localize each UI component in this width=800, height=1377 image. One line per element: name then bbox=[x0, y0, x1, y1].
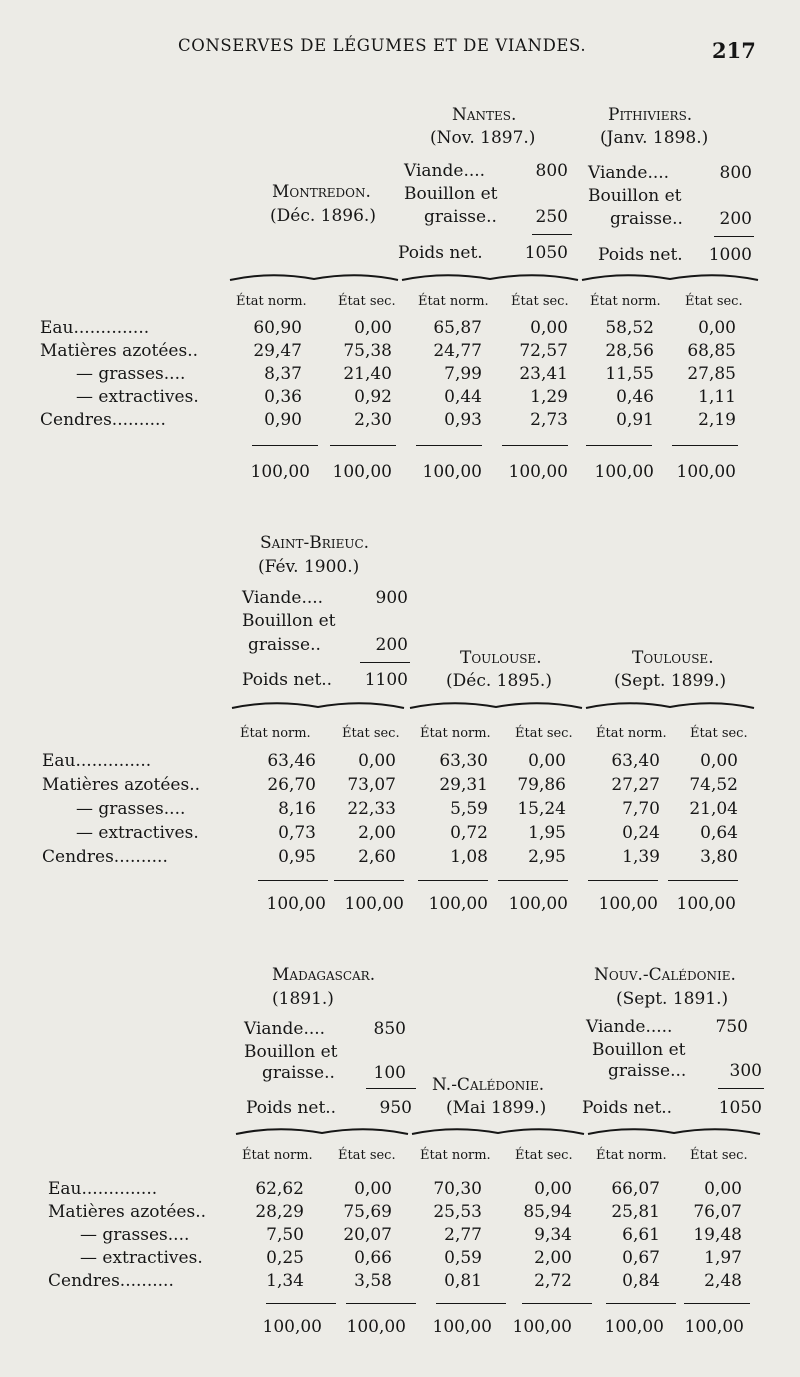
cell: 21,04 bbox=[689, 799, 738, 819]
cell: 66,07 bbox=[611, 1179, 660, 1199]
composition-label: Bouillon et bbox=[242, 611, 336, 631]
cell: 63,30 bbox=[439, 751, 488, 771]
composition-label: Bouillon et bbox=[404, 184, 498, 204]
total-rule bbox=[684, 1303, 750, 1304]
cell: 2,73 bbox=[530, 410, 568, 430]
cell: 65,87 bbox=[433, 318, 482, 338]
composition-value: 100 bbox=[373, 1063, 406, 1083]
composition-label: Bouillon et bbox=[244, 1042, 338, 1062]
composition-label: graisse.. bbox=[610, 209, 683, 229]
total-cell: 100,00 bbox=[604, 1317, 664, 1337]
col-header-norm: État norm. bbox=[236, 294, 307, 309]
col-header-norm: État norm. bbox=[420, 1148, 491, 1163]
sample-place: Montredon. bbox=[272, 182, 371, 202]
col-header-norm: État norm. bbox=[590, 294, 661, 309]
sample-date: (Nov. 1897.) bbox=[430, 128, 536, 148]
cell: 3,80 bbox=[700, 847, 738, 867]
composition-value: 750 bbox=[715, 1017, 748, 1037]
net-weight-value: 950 bbox=[379, 1098, 412, 1118]
cell: 0,00 bbox=[534, 1179, 572, 1199]
row-label-azotees: Matières azotées.. bbox=[42, 775, 200, 795]
sample-date: (Janv. 1898.) bbox=[600, 128, 709, 148]
sample-date: (Sept. 1899.) bbox=[614, 671, 727, 691]
cell: 2,77 bbox=[444, 1225, 482, 1245]
sample-date: (Sept. 1891.) bbox=[616, 989, 729, 1009]
col-header-sec: État sec. bbox=[338, 294, 396, 309]
sample-place: N.-Calédonie. bbox=[432, 1075, 545, 1095]
sample-place: Saint-Brieuc. bbox=[260, 533, 370, 553]
composition-label: Bouillon et bbox=[588, 186, 682, 206]
total-cell: 100,00 bbox=[250, 462, 310, 482]
total-cell: 100,00 bbox=[344, 894, 404, 914]
cell: 63,46 bbox=[267, 751, 316, 771]
cell: 28,29 bbox=[255, 1202, 304, 1222]
total-cell: 100,00 bbox=[508, 462, 568, 482]
net-weight-value: 1050 bbox=[718, 1098, 762, 1118]
cell: 5,59 bbox=[450, 799, 488, 819]
composition-label: Viande.... bbox=[244, 1019, 326, 1039]
col-header-norm: État norm. bbox=[596, 726, 667, 741]
composition-label: Viande.... bbox=[404, 161, 486, 181]
cell: 7,99 bbox=[444, 364, 482, 384]
cell: 85,94 bbox=[523, 1202, 572, 1222]
col-header-sec: État sec. bbox=[338, 1148, 396, 1163]
total-rule bbox=[346, 1303, 416, 1304]
row-label-eau: Eau.............. bbox=[48, 1179, 158, 1199]
net-weight-label: Poids net. bbox=[398, 243, 483, 263]
cell: 15,24 bbox=[517, 799, 566, 819]
total-cell: 100,00 bbox=[428, 894, 488, 914]
cell: 2,00 bbox=[534, 1248, 572, 1268]
cell: 1,11 bbox=[698, 387, 736, 407]
cell: 75,38 bbox=[343, 341, 392, 361]
cell: 0,81 bbox=[444, 1271, 482, 1291]
composition-value: 900 bbox=[375, 588, 408, 608]
cell: 7,70 bbox=[622, 799, 660, 819]
cell: 11,55 bbox=[605, 364, 654, 384]
cell: 0,00 bbox=[354, 318, 392, 338]
total-rule bbox=[606, 1303, 676, 1304]
sample-place: Nouv.-Calédonie. bbox=[594, 965, 736, 985]
col-header-norm: État norm. bbox=[596, 1148, 667, 1163]
cell: 2,72 bbox=[534, 1271, 572, 1291]
cell: 62,62 bbox=[255, 1179, 304, 1199]
total-cell: 100,00 bbox=[676, 462, 736, 482]
column-brace bbox=[586, 1122, 762, 1138]
cell: 21,40 bbox=[343, 364, 392, 384]
cell: 0,25 bbox=[266, 1248, 304, 1268]
cell: 0,00 bbox=[358, 751, 396, 771]
total-cell: 100,00 bbox=[422, 462, 482, 482]
cell: 1,39 bbox=[622, 847, 660, 867]
composition-value: 800 bbox=[719, 163, 752, 183]
total-cell: 100,00 bbox=[332, 462, 392, 482]
sample-place: Toulouse. bbox=[632, 648, 714, 668]
col-header-sec: État sec. bbox=[342, 726, 400, 741]
composition-value: 850 bbox=[373, 1019, 406, 1039]
cell: 24,77 bbox=[433, 341, 482, 361]
column-brace bbox=[410, 1122, 586, 1138]
row-label-grasses: — grasses.... bbox=[76, 364, 186, 384]
net-weight-label: Poids net. bbox=[598, 245, 683, 265]
sample-date: (Fév. 1900.) bbox=[258, 557, 360, 577]
row-label-extractives: — extractives. bbox=[80, 1248, 203, 1268]
cell: 0,64 bbox=[700, 823, 738, 843]
col-header-norm: État norm. bbox=[418, 294, 489, 309]
net-weight-label: Poids net.. bbox=[246, 1098, 337, 1118]
col-header-sec: État sec. bbox=[690, 1148, 748, 1163]
cell: 75,69 bbox=[343, 1202, 392, 1222]
total-cell: 100,00 bbox=[262, 1317, 322, 1337]
col-header-sec: État sec. bbox=[511, 294, 569, 309]
total-rule bbox=[266, 1303, 336, 1304]
cell: 1,08 bbox=[450, 847, 488, 867]
cell: 70,30 bbox=[433, 1179, 482, 1199]
cell: 79,86 bbox=[517, 775, 566, 795]
composition-value: 200 bbox=[375, 635, 408, 655]
cell: 0,46 bbox=[616, 387, 654, 407]
cell: 8,16 bbox=[278, 799, 316, 819]
cell: 3,58 bbox=[354, 1271, 392, 1291]
sum-rule bbox=[718, 1088, 764, 1089]
cell: 0,00 bbox=[698, 318, 736, 338]
composition-label: Bouillon et bbox=[592, 1040, 686, 1060]
cell: 76,07 bbox=[693, 1202, 742, 1222]
cell: 0,00 bbox=[700, 751, 738, 771]
cell: 7,50 bbox=[266, 1225, 304, 1245]
sample-place: Toulouse. bbox=[460, 648, 542, 668]
net-weight-value: 1000 bbox=[708, 245, 752, 265]
cell: 63,40 bbox=[611, 751, 660, 771]
total-rule bbox=[436, 1303, 506, 1304]
row-label-azotees: Matières azotées.. bbox=[40, 341, 198, 361]
sum-rule bbox=[366, 1088, 416, 1089]
sample-place: Madagascar. bbox=[272, 965, 376, 985]
cell: 0,66 bbox=[354, 1248, 392, 1268]
cell: 23,41 bbox=[519, 364, 568, 384]
row-label-eau: Eau.............. bbox=[42, 751, 152, 771]
cell: 68,85 bbox=[687, 341, 736, 361]
sample-place: Nantes. bbox=[452, 105, 517, 125]
cell: 0,59 bbox=[444, 1248, 482, 1268]
cell: 0,92 bbox=[354, 387, 392, 407]
total-cell: 100,00 bbox=[266, 894, 326, 914]
cell: 60,90 bbox=[253, 318, 302, 338]
col-header-sec: État sec. bbox=[515, 726, 573, 741]
cell: 0,67 bbox=[622, 1248, 660, 1268]
row-label-eau: Eau.............. bbox=[40, 318, 150, 338]
cell: 73,07 bbox=[347, 775, 396, 795]
cell: 2,95 bbox=[528, 847, 566, 867]
cell: 1,95 bbox=[528, 823, 566, 843]
col-header-norm: État norm. bbox=[420, 726, 491, 741]
cell: 0,95 bbox=[278, 847, 316, 867]
cell: 0,44 bbox=[444, 387, 482, 407]
composition-value: 250 bbox=[535, 207, 568, 227]
total-cell: 100,00 bbox=[676, 894, 736, 914]
cell: 74,52 bbox=[689, 775, 738, 795]
net-weight-value: 1050 bbox=[524, 243, 568, 263]
row-label-cendres: Cendres.......... bbox=[40, 410, 166, 430]
total-cell: 100,00 bbox=[432, 1317, 492, 1337]
row-label-cendres: Cendres.......... bbox=[42, 847, 168, 867]
cell: 0,00 bbox=[354, 1179, 392, 1199]
row-label-cendres: Cendres.......... bbox=[48, 1271, 174, 1291]
sample-date: (Mai 1899.) bbox=[446, 1098, 547, 1118]
running-header: CONSERVES DE LÉGUMES ET DE VIANDES. bbox=[178, 36, 587, 55]
cell: 9,34 bbox=[534, 1225, 572, 1245]
cell: 29,47 bbox=[253, 341, 302, 361]
cell: 0,00 bbox=[528, 751, 566, 771]
sample-date: (Déc. 1896.) bbox=[270, 206, 376, 226]
net-weight-label: Poids net.. bbox=[582, 1098, 673, 1118]
cell: 25,81 bbox=[611, 1202, 660, 1222]
cell: 19,48 bbox=[693, 1225, 742, 1245]
cell: 0,73 bbox=[278, 823, 316, 843]
composition-value: 300 bbox=[729, 1061, 762, 1081]
cell: 27,85 bbox=[687, 364, 736, 384]
cell: 2,48 bbox=[704, 1271, 742, 1291]
composition-label: Viande.... bbox=[242, 588, 324, 608]
composition-value: 800 bbox=[535, 161, 568, 181]
composition-label: Viande..... bbox=[586, 1017, 673, 1037]
total-rule bbox=[522, 1303, 592, 1304]
composition-label: graisse... bbox=[608, 1061, 687, 1081]
cell: 8,37 bbox=[264, 364, 302, 384]
composition-label: graisse.. bbox=[424, 207, 497, 227]
cell: 0,72 bbox=[450, 823, 488, 843]
col-header-sec: État sec. bbox=[685, 294, 743, 309]
net-weight-label: Poids net.. bbox=[242, 670, 333, 690]
page-number: 217 bbox=[712, 38, 756, 63]
sample-place: Pithiviers. bbox=[608, 105, 693, 125]
cell: 27,27 bbox=[611, 775, 660, 795]
cell: 28,56 bbox=[605, 341, 654, 361]
total-cell: 100,00 bbox=[512, 1317, 572, 1337]
cell: 2,00 bbox=[358, 823, 396, 843]
cell: 1,29 bbox=[530, 387, 568, 407]
cell: 0,00 bbox=[704, 1179, 742, 1199]
cell: 1,97 bbox=[704, 1248, 742, 1268]
col-header-sec: État sec. bbox=[690, 726, 748, 741]
total-cell: 100,00 bbox=[598, 894, 658, 914]
cell: 25,53 bbox=[433, 1202, 482, 1222]
cell: 26,70 bbox=[267, 775, 316, 795]
sample-date: (1891.) bbox=[272, 989, 334, 1009]
composition-label: graisse.. bbox=[262, 1063, 335, 1083]
cell: 0,90 bbox=[264, 410, 302, 430]
total-cell: 100,00 bbox=[508, 894, 568, 914]
row-label-extractives: — extractives. bbox=[76, 823, 199, 843]
cell: 0,84 bbox=[622, 1271, 660, 1291]
composition-value: 200 bbox=[719, 209, 752, 229]
col-header-norm: État norm. bbox=[242, 1148, 313, 1163]
col-header-sec: État sec. bbox=[515, 1148, 573, 1163]
row-label-extractives: — extractives. bbox=[76, 387, 199, 407]
cell: 0,24 bbox=[622, 823, 660, 843]
sample-date: (Déc. 1895.) bbox=[446, 671, 552, 691]
row-label-grasses: — grasses.... bbox=[80, 1225, 190, 1245]
total-cell: 100,00 bbox=[594, 462, 654, 482]
net-weight-value: 1100 bbox=[364, 670, 408, 690]
total-cell: 100,00 bbox=[346, 1317, 406, 1337]
cell: 72,57 bbox=[519, 341, 568, 361]
total-cell: 100,00 bbox=[684, 1317, 744, 1337]
cell: 1,34 bbox=[266, 1271, 304, 1291]
row-label-grasses: — grasses.... bbox=[76, 799, 186, 819]
cell: 0,93 bbox=[444, 410, 482, 430]
cell: 0,36 bbox=[264, 387, 302, 407]
row-label-azotees: Matières azotées.. bbox=[48, 1202, 206, 1222]
cell: 29,31 bbox=[439, 775, 488, 795]
col-header-norm: État norm. bbox=[240, 726, 311, 741]
cell: 0,00 bbox=[530, 318, 568, 338]
composition-label: Viande.... bbox=[588, 163, 670, 183]
cell: 6,61 bbox=[622, 1225, 660, 1245]
composition-label: graisse.. bbox=[248, 635, 321, 655]
cell: 2,60 bbox=[358, 847, 396, 867]
cell: 2,30 bbox=[354, 410, 392, 430]
cell: 20,07 bbox=[343, 1225, 392, 1245]
cell: 0,91 bbox=[616, 410, 654, 430]
cell: 22,33 bbox=[347, 799, 396, 819]
column-brace bbox=[234, 1122, 410, 1138]
cell: 2,19 bbox=[698, 410, 736, 430]
cell: 58,52 bbox=[605, 318, 654, 338]
